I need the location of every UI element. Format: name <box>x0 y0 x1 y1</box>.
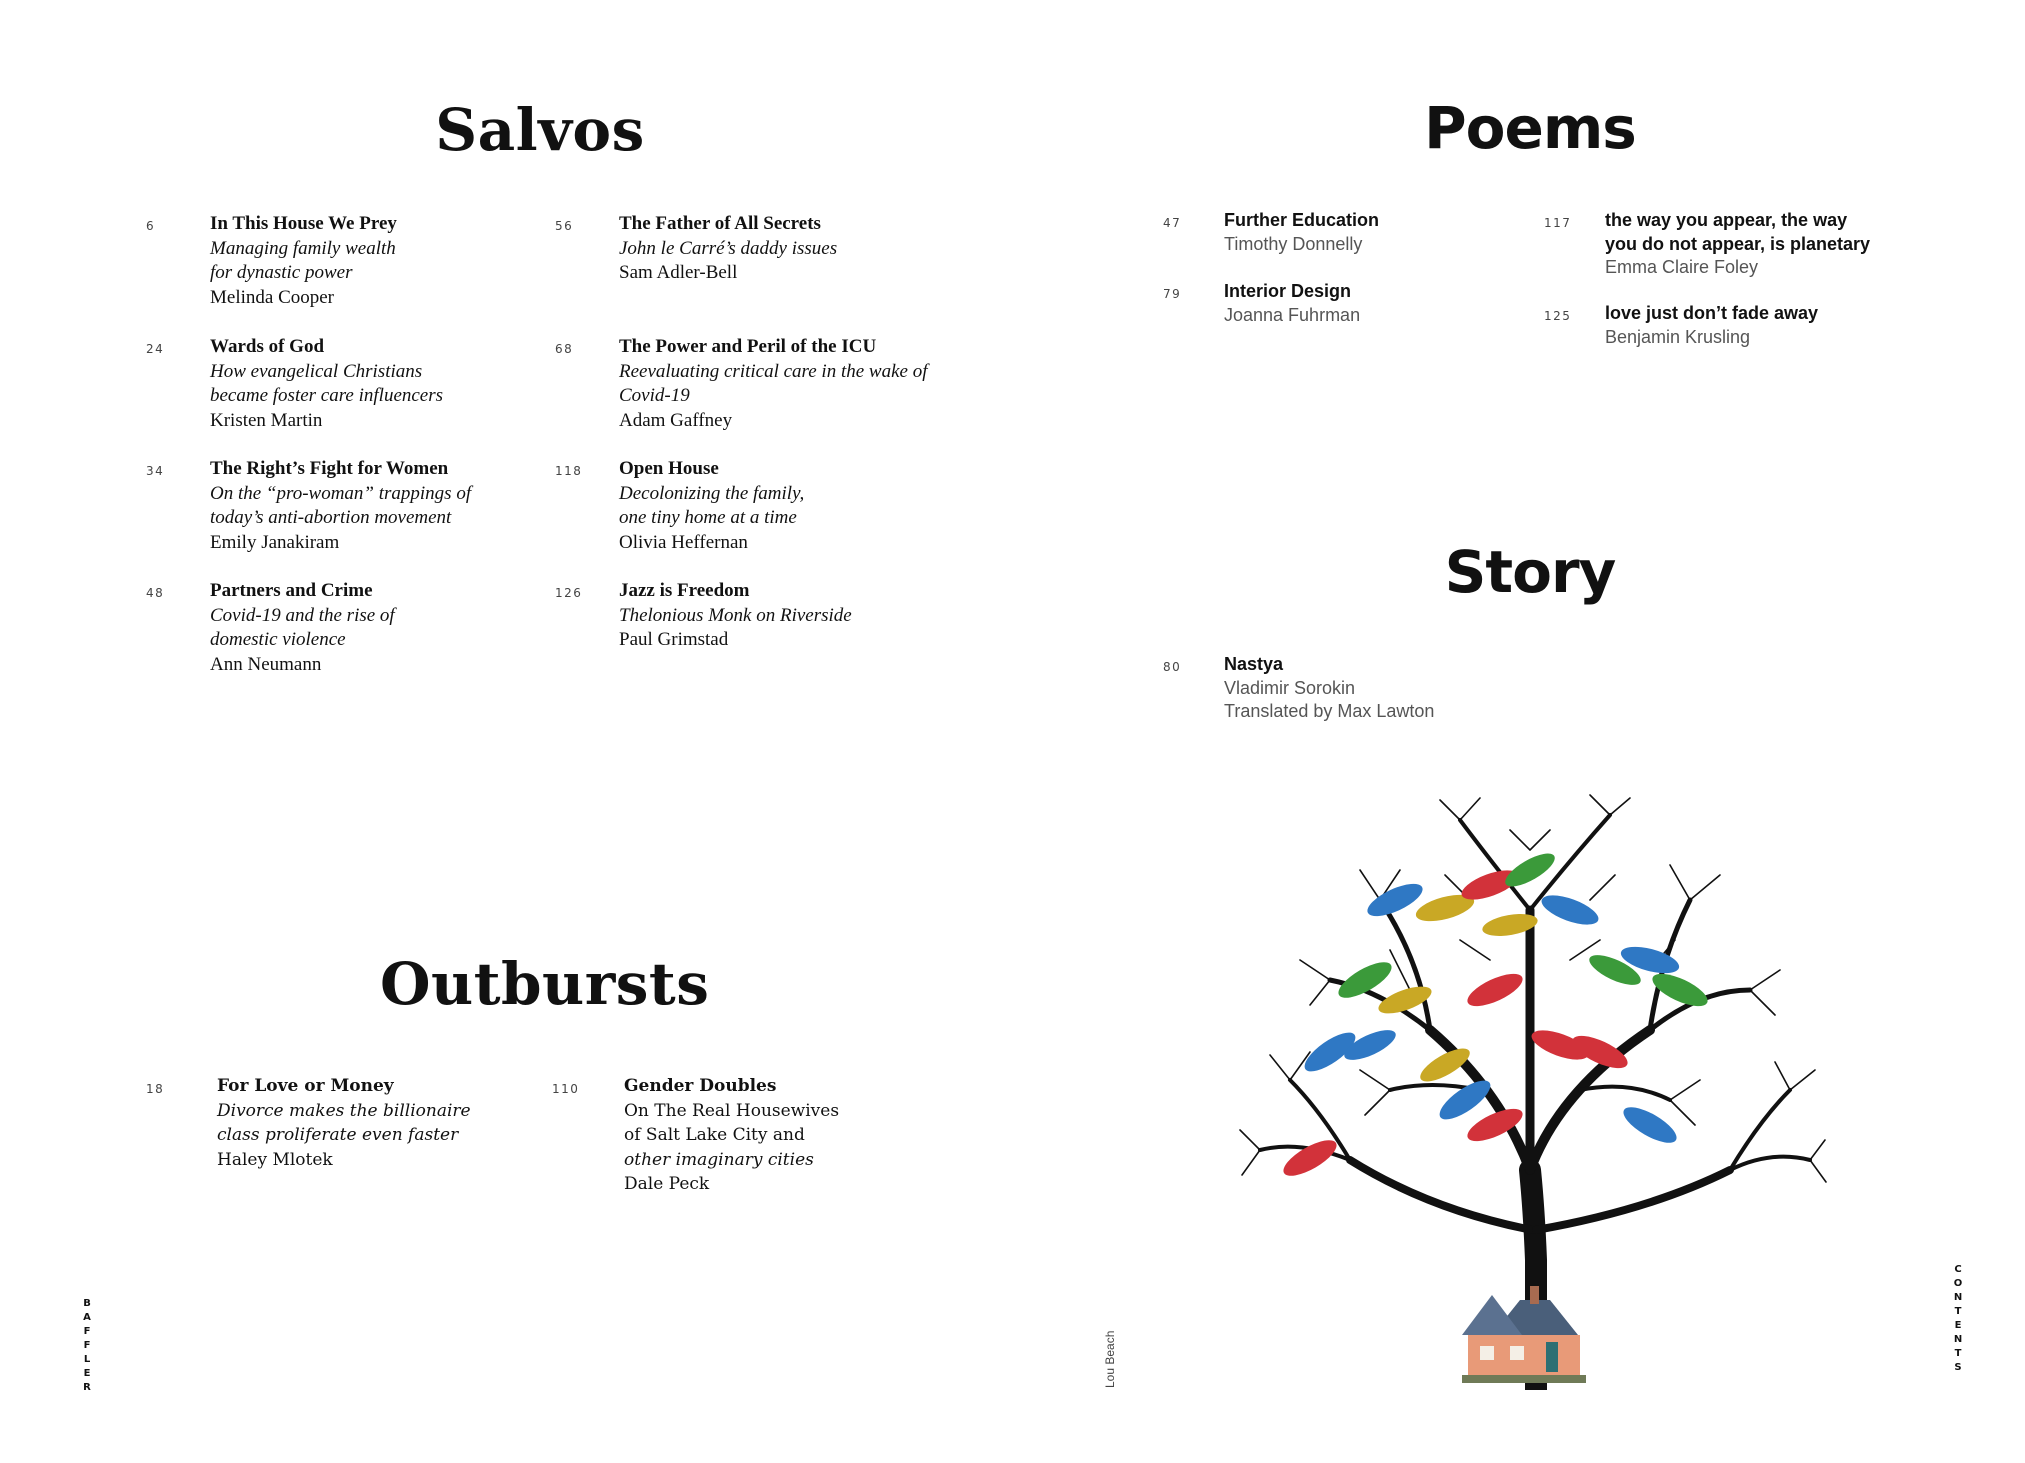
toc-entry[interactable] <box>619 212 959 286</box>
entry-author: Ann Neumann <box>210 653 322 675</box>
entry-author: Emma Claire Foley <box>1605 257 1759 277</box>
entry-title: The Right’s Fight for Women <box>210 458 449 479</box>
tree-house-birds-illustration <box>1230 790 1830 1390</box>
entry-author: Kristen Martin <box>210 409 323 431</box>
entry-author: Emily Janakiram <box>210 531 340 553</box>
entry-title: The Power and Peril of the ICU <box>619 336 877 357</box>
entry-title: Open House <box>619 458 719 479</box>
entry-description: Covid-19 and the rise of <box>210 604 395 626</box>
page-number: 126 <box>555 586 583 600</box>
entry-description: On The Real Housewives <box>624 1100 840 1121</box>
house-icon <box>1462 1286 1586 1383</box>
entry-description: other imaginary cities <box>624 1149 814 1170</box>
toc-entry[interactable] <box>1224 280 1554 327</box>
entry-title: love just don’t fade away <box>1605 303 1819 323</box>
illustration-credit: Lou Beach <box>1103 1330 1117 1388</box>
page-number: 6 <box>146 219 156 233</box>
poems-heading: Poems <box>1424 94 1636 162</box>
toc-entry[interactable] <box>619 335 959 433</box>
entry-author: Adam Gaffney <box>619 409 733 431</box>
section-label-vertical: CONTENTS <box>1953 1264 1963 1373</box>
entry-author: Melinda Cooper <box>210 286 335 308</box>
salvos-heading: Salvos <box>435 96 645 164</box>
entry-description: Decolonizing the family, <box>619 482 805 504</box>
entry-title: Partners and Crime <box>210 580 373 601</box>
entry-title: Nastya <box>1224 654 1284 674</box>
entry-title: Interior Design <box>1224 281 1352 301</box>
toc-entry[interactable] <box>1605 302 1905 349</box>
toc-entry[interactable] <box>1605 209 1905 280</box>
toc-entry[interactable] <box>619 579 959 653</box>
entry-author: Timothy Donnelly <box>1224 233 1363 254</box>
page-number: 56 <box>555 219 574 233</box>
entry-description: On the “pro-woman” trappings of <box>210 482 472 504</box>
entry-title: The Father of All Secrets <box>619 213 821 234</box>
entry-description: domestic violence <box>210 629 346 650</box>
entry-title: the way you appear, the way <box>1605 210 1848 230</box>
entry-author: Dale Peck <box>624 1174 710 1194</box>
entry-description: How evangelical Christians <box>210 360 423 382</box>
page-number: 110 <box>552 1082 580 1096</box>
toc-entry[interactable] <box>210 457 590 555</box>
entry-author: Vladimir Sorokin <box>1224 677 1356 698</box>
entry-description: Covid-19 <box>619 385 690 406</box>
toc-entry[interactable] <box>217 1074 597 1172</box>
toc-entry[interactable] <box>1224 653 1554 724</box>
entry-author: Haley Mlotek <box>217 1149 333 1170</box>
entry-title: Further Education <box>1224 210 1380 230</box>
entry-title: you do not appear, is planetary <box>1605 233 1871 254</box>
toc-entry[interactable] <box>619 457 959 555</box>
page-number: 117 <box>1544 216 1572 230</box>
page-number: 79 <box>1163 287 1182 301</box>
toc-entry[interactable] <box>210 335 590 433</box>
entry-description: John le Carré’s daddy issues <box>619 237 838 259</box>
entry-title: Gender Doubles <box>624 1076 777 1096</box>
entry-description: for dynastic power <box>210 262 353 283</box>
entry-title: In This House We Prey <box>210 213 397 234</box>
entry-author: Paul Grimstad <box>619 629 729 650</box>
page-number: 47 <box>1163 216 1182 230</box>
story-heading: Story <box>1444 538 1616 606</box>
entry-author: Olivia Heffernan <box>619 531 748 553</box>
page-number: 18 <box>146 1082 165 1096</box>
entry-description: Divorce makes the billionaire <box>217 1100 471 1121</box>
page-number: 118 <box>555 464 583 478</box>
entry-description: of Salt Lake City and <box>624 1125 805 1145</box>
entry-title: Wards of God <box>210 336 325 357</box>
toc-entry[interactable] <box>1224 209 1554 256</box>
entry-description: today’s anti-abortion movement <box>210 507 452 528</box>
entry-description: one tiny home at a time <box>619 507 797 528</box>
toc-entry[interactable] <box>210 212 590 310</box>
entry-title: Jazz is Freedom <box>619 580 750 601</box>
entry-description: Reevaluating critical care in the wake of <box>619 360 928 382</box>
page-number: 125 <box>1544 309 1572 323</box>
entry-author: Sam Adler-Bell <box>619 262 738 283</box>
page-number: 68 <box>555 342 574 356</box>
entry-author: Benjamin Krusling <box>1605 326 1751 347</box>
magazine-name-vertical: BAFFLER <box>83 1298 91 1393</box>
outbursts-heading: Outbursts <box>380 950 710 1018</box>
entry-description: class proliferate even faster <box>217 1125 459 1145</box>
entry-description: became foster care influencers <box>210 385 444 406</box>
entry-title: For Love or Money <box>217 1076 394 1096</box>
entry-translator: Translated by Max Lawton <box>1224 701 1435 721</box>
page-number: 48 <box>146 586 165 600</box>
page-number: 80 <box>1163 660 1182 674</box>
page-number: 24 <box>146 342 165 356</box>
page-number: 34 <box>146 464 165 478</box>
toc-entry[interactable] <box>210 579 590 677</box>
entry-description: Managing family wealth <box>210 237 396 259</box>
entry-description: Thelonious Monk on Riverside <box>619 604 852 626</box>
toc-entry[interactable] <box>624 1074 1004 1197</box>
entry-author: Joanna Fuhrman <box>1224 304 1361 325</box>
